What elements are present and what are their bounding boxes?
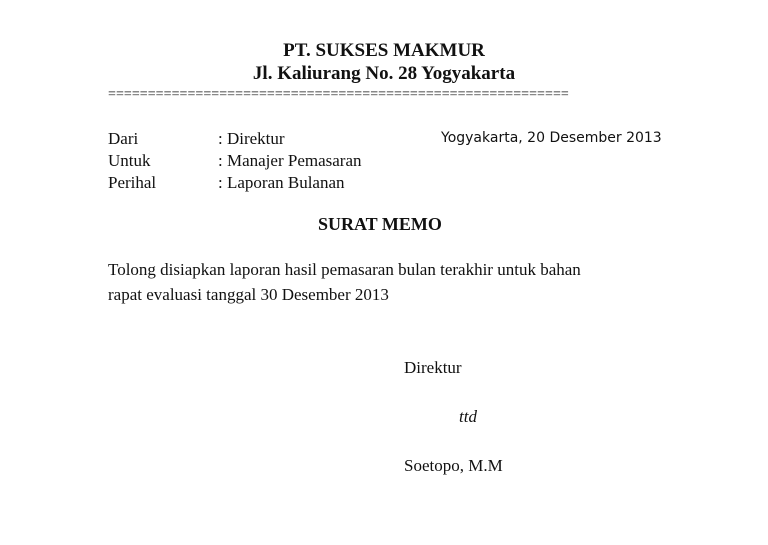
- subject-label: Perihal: [108, 173, 157, 192]
- to-label: Untuk: [108, 151, 151, 170]
- subject-value: : Laporan Bulanan: [218, 173, 345, 192]
- signature-mark: ttd: [459, 407, 477, 426]
- header-divider: ==========================================================: [108, 87, 569, 102]
- company-address: Jl. Kaliurang No. 28 Yogyakarta: [252, 63, 516, 84]
- to-value: : Manajer Pemasaran: [218, 151, 362, 170]
- memo-body-line-1: Tolong disiapkan laporan hasil pemasaran bulan terakhir untuk bahan: [108, 260, 581, 279]
- memo-title: SURAT MEMO: [318, 214, 442, 234]
- company-name: PT. SUKSES MAKMUR: [283, 40, 485, 61]
- memo-body-line-2: rapat evaluasi tanggal 30 Desember 2013: [108, 285, 389, 304]
- from-value: : Direktur: [218, 129, 285, 148]
- signatory-name: Soetopo, M.M: [404, 456, 503, 475]
- from-label: Dari: [108, 129, 139, 148]
- letter-date: Yogyakarta, 20 Desember 2013: [441, 130, 662, 146]
- signatory-role: Direktur: [404, 358, 462, 377]
